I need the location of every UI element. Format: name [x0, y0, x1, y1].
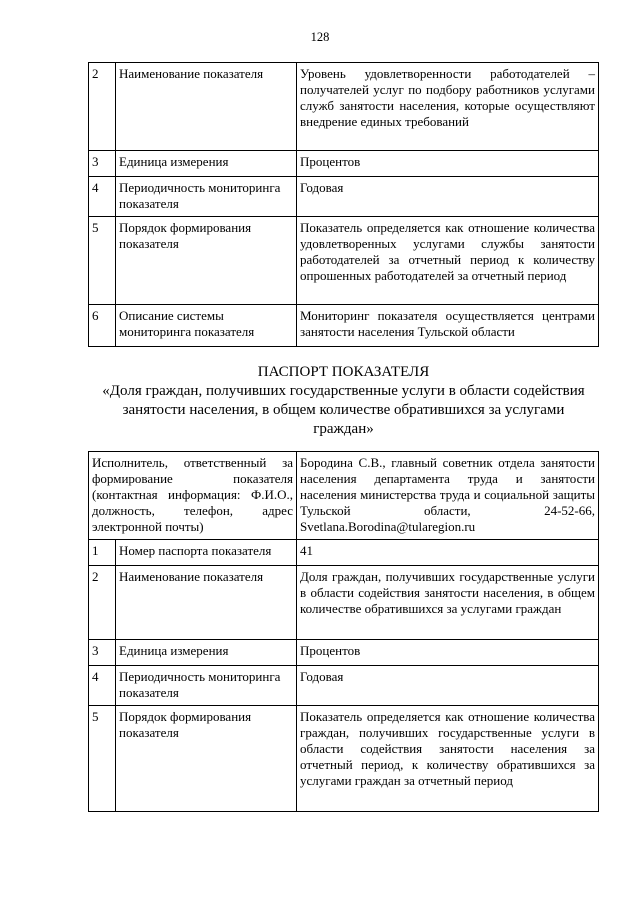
row-label: Наименование показателя: [116, 566, 297, 640]
table-row: [89, 305, 599, 347]
row-number: 1: [89, 540, 116, 566]
row-label: Единица измерения: [116, 151, 297, 177]
row-number: 4: [89, 666, 116, 706]
row-value: Годовая: [297, 177, 599, 217]
row-number: 5: [89, 217, 116, 305]
executor-value: Бородина С.В., главный советник отдела занятости населения департамента труда и занятости населения министерства труда и социальной защиты Тульской области, 24-52-66, Svetlana.Borodina@tularegion.ru: [297, 452, 599, 540]
table-row: [89, 666, 599, 706]
table-row: [89, 540, 599, 566]
row-number: 2: [89, 63, 116, 151]
executor-row: [89, 452, 599, 540]
table-row: [89, 706, 599, 812]
row-value: Мониторинг показателя осуществляется центрами занятости населения Тульской области: [297, 305, 599, 347]
table-row: [89, 217, 599, 305]
row-number: 3: [89, 151, 116, 177]
table-row: [89, 640, 599, 666]
row-label: Наименование показателя: [116, 63, 297, 151]
row-value: Процентов: [297, 640, 599, 666]
row-value: Доля граждан, получивших государственные услуги в области содействия занятости населения, в общем количестве обратившихся за услугами граждан: [297, 566, 599, 640]
row-number: 2: [89, 566, 116, 640]
row-number: 4: [89, 177, 116, 217]
row-label: Номер паспорта показателя: [116, 540, 297, 566]
row-label: Единица измерения: [116, 640, 297, 666]
row-value: Показатель определяется как отношение количества удовлетворенных услугами службы занятости работодателей за отчетный период к количеству опрошенных работодателей за отчетный период: [297, 217, 599, 305]
row-value: Годовая: [297, 666, 599, 706]
row-value: Показатель определяется как отношение количества граждан, получивших государственные услуги в области содействия занятости населения за отчетный период, к количеству обратившихся за услугами граждан за отчетный период: [297, 706, 599, 812]
row-label: Периодичность мониторинга показателя: [116, 177, 297, 217]
table-row: [89, 63, 599, 151]
passport-title: ПАСПОРТ ПОКАЗАТЕЛЯ: [257, 364, 430, 380]
row-value: Уровень удовлетворенности работодателей – получателей услуг по подбору работников услугами служб занятости населения, которые осуществляют внедрение единых требований: [297, 63, 599, 151]
row-number: 3: [89, 640, 116, 666]
row-value: Процентов: [297, 151, 599, 177]
passport-indicator-name: «Доля граждан, получивших государственные услуги в области содействия занятости населения, в общем количестве обратившихся за услугами граждан»: [102, 383, 585, 437]
indicator-passport-table: [88, 451, 599, 812]
row-label: Периодичность мониторинга показателя: [116, 666, 297, 706]
table-row: [89, 566, 599, 640]
row-label: Порядок формирования показателя: [116, 706, 297, 812]
page-number: 128: [310, 30, 330, 44]
row-label: Описание системы мониторинга показателя: [116, 305, 297, 347]
row-label: Порядок формирования показателя: [116, 217, 297, 305]
table-row: [89, 177, 599, 217]
executor-label: Исполнитель, ответственный за формирование показателя (контактная информация: Ф.И.О., должность, телефон, адрес электронной почты): [89, 452, 297, 540]
row-value: 41: [297, 540, 599, 566]
indicator-table-continued: [88, 62, 599, 347]
row-number: 6: [89, 305, 116, 347]
row-number: 5: [89, 706, 116, 812]
table-row: [89, 151, 599, 177]
